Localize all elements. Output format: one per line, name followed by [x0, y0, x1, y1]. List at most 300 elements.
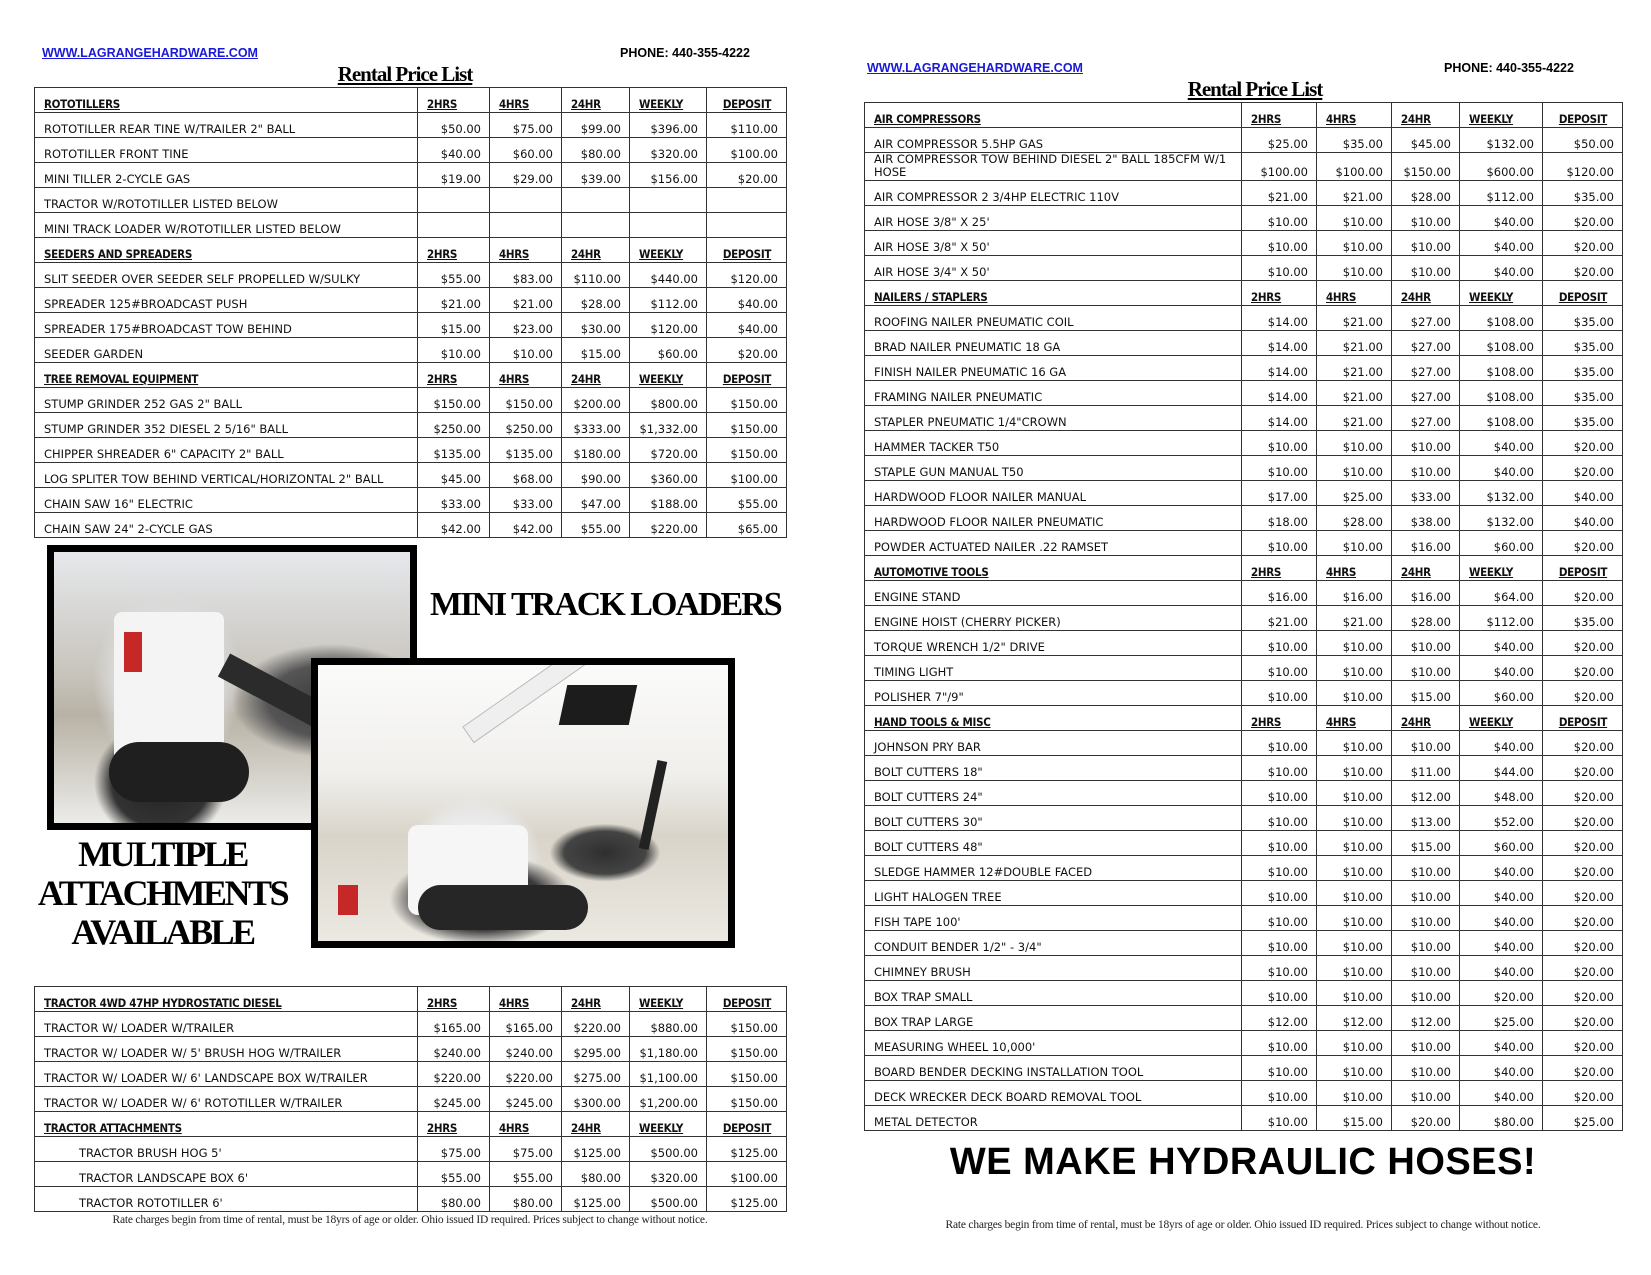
price-4hrs: $150.00: [490, 388, 562, 413]
price-weekly: $112.00: [1460, 181, 1543, 206]
price-weekly: $108.00: [1460, 356, 1543, 381]
price-24hr: $10.00: [1392, 856, 1460, 881]
price-4hrs: $75.00: [490, 113, 562, 138]
price-deposit: $20.00: [1543, 581, 1623, 606]
price-weekly: $40.00: [1460, 906, 1543, 931]
table-row: [865, 906, 1623, 931]
loader-track-shape: [109, 742, 249, 802]
price-4hrs: $10.00: [1317, 231, 1392, 256]
price-deposit: $150.00: [707, 438, 787, 463]
price-deposit: $150.00: [707, 1012, 787, 1037]
price-2hrs: $45.00: [418, 463, 490, 488]
price-2hrs: $42.00: [418, 513, 490, 538]
price-24hr: $10.00: [1392, 656, 1460, 681]
price-weekly: $108.00: [1460, 331, 1543, 356]
column-header-4hrs: 4HRS: [490, 1112, 562, 1137]
price-4hrs: $10.00: [1317, 731, 1392, 756]
page-title-left: Rental Price List: [337, 62, 473, 86]
price-weekly: $188.00: [630, 488, 707, 513]
price-weekly: $112.00: [1460, 606, 1543, 631]
price-2hrs: $10.00: [1242, 456, 1317, 481]
price-weekly: $500.00: [630, 1187, 707, 1212]
column-header-4hrs: 4HRS: [490, 88, 562, 113]
table-row: [35, 138, 787, 163]
price-24hr: $10.00: [1392, 906, 1460, 931]
column-header-4hrs: 4HRS: [1317, 281, 1392, 306]
price-deposit: $20.00: [1543, 681, 1623, 706]
price-24hr: $10.00: [1392, 206, 1460, 231]
price-24hr: $125.00: [562, 1187, 630, 1212]
item-name: HARDWOOD FLOOR NAILER MANUAL: [865, 481, 1242, 506]
price-weekly: $40.00: [1460, 1031, 1543, 1056]
table-row: [35, 338, 787, 363]
price-deposit: $120.00: [707, 263, 787, 288]
price-deposit: $20.00: [1543, 906, 1623, 931]
price-deposit: $35.00: [1543, 406, 1623, 431]
price-2hrs: $10.00: [1242, 656, 1317, 681]
price-deposit: $35.00: [1543, 356, 1623, 381]
price-2hrs: $165.00: [418, 1012, 490, 1037]
price-24hr: $12.00: [1392, 1006, 1460, 1031]
section-title: SEEDERS AND SPREADERS: [35, 238, 418, 263]
price-2hrs: $75.00: [418, 1137, 490, 1162]
price-weekly: $40.00: [1460, 931, 1543, 956]
price-deposit: $20.00: [1543, 531, 1623, 556]
price-24hr: $27.00: [1392, 381, 1460, 406]
column-header-24hr: 24HR: [562, 987, 630, 1012]
price-2hrs: $10.00: [1242, 431, 1317, 456]
item-name: MINI TILLER 2-CYCLE GAS: [35, 163, 418, 188]
table-row: [865, 856, 1623, 881]
price-4hrs: $10.00: [1317, 956, 1392, 981]
item-name: CHAIN SAW 24" 2-CYCLE GAS: [35, 513, 418, 538]
column-header-weekly: WEEKLY: [630, 363, 707, 388]
table-row: [865, 1031, 1623, 1056]
price-2hrs: $14.00: [1242, 381, 1317, 406]
price-weekly: $720.00: [630, 438, 707, 463]
price-24hr: $33.00: [1392, 481, 1460, 506]
price-4hrs: $10.00: [1317, 1031, 1392, 1056]
table-row: [865, 456, 1623, 481]
table-row: [35, 113, 787, 138]
column-header-2hrs: 2HRS: [418, 1112, 490, 1137]
item-name: AIR HOSE 3/8" X 25': [865, 206, 1242, 231]
price-weekly: $132.00: [1460, 128, 1543, 153]
price-2hrs: $14.00: [1242, 306, 1317, 331]
item-name: CONDUIT BENDER 1/2" - 3/4": [865, 931, 1242, 956]
column-header-weekly: WEEKLY: [630, 987, 707, 1012]
table-row: [35, 463, 787, 488]
price-weekly: $25.00: [1460, 1006, 1543, 1031]
price-24hr: $10.00: [1392, 881, 1460, 906]
table-row: [865, 406, 1623, 431]
price-4hrs: $42.00: [490, 513, 562, 538]
item-name: BOARD BENDER DECKING INSTALLATION TOOL: [865, 1056, 1242, 1081]
price-deposit: $55.00: [707, 488, 787, 513]
price-2hrs: $10.00: [1242, 906, 1317, 931]
price-deposit: $40.00: [1543, 506, 1623, 531]
item-name: DECK WRECKER DECK BOARD REMOVAL TOOL: [865, 1081, 1242, 1106]
price-4hrs: $10.00: [1317, 256, 1392, 281]
price-2hrs: $12.00: [1242, 1006, 1317, 1031]
item-name: BOX TRAP SMALL: [865, 981, 1242, 1006]
table-row: [35, 1012, 787, 1037]
price-4hrs: $10.00: [1317, 1056, 1392, 1081]
price-weekly: $132.00: [1460, 506, 1543, 531]
item-name: TRACTOR W/ LOADER W/TRAILER: [35, 1012, 418, 1037]
price-24hr: $20.00: [1392, 1106, 1460, 1131]
price-24hr: $10.00: [1392, 456, 1460, 481]
item-name: FINISH NAILER PNEUMATIC 16 GA: [865, 356, 1242, 381]
column-header-deposit: DEPOSIT: [707, 363, 787, 388]
price-2hrs: $240.00: [418, 1037, 490, 1062]
price-2hrs: $10.00: [1242, 731, 1317, 756]
price-deposit: $20.00: [1543, 206, 1623, 231]
mini-track-loaders-headline: MINI TRACK LOADERS: [430, 586, 781, 623]
column-header-4hrs: 4HRS: [490, 363, 562, 388]
section-header-row: [35, 88, 787, 113]
price-weekly: $396.00: [630, 113, 707, 138]
item-name: AIR HOSE 3/8" X 50': [865, 231, 1242, 256]
column-header-weekly: WEEKLY: [1460, 556, 1543, 581]
price-weekly: $40.00: [1460, 656, 1543, 681]
table-row: [865, 781, 1623, 806]
price-4hrs: $55.00: [490, 1162, 562, 1187]
column-header-24hr: 24HR: [562, 88, 630, 113]
price-4hrs: [490, 188, 562, 213]
price-4hrs: $165.00: [490, 1012, 562, 1037]
price-24hr: $10.00: [1392, 256, 1460, 281]
column-header-4hrs: 4HRS: [490, 238, 562, 263]
price-deposit: $120.00: [1543, 153, 1623, 181]
column-header-4hrs: 4HRS: [490, 987, 562, 1012]
price-4hrs: $10.00: [1317, 631, 1392, 656]
column-header-4hrs: 4HRS: [1317, 556, 1392, 581]
price-4hrs: $15.00: [1317, 1106, 1392, 1131]
section-header-row: [865, 281, 1623, 306]
section-title: HAND TOOLS & MISC: [865, 706, 1242, 731]
table-row: [35, 1137, 787, 1162]
item-name: ENGINE STAND: [865, 581, 1242, 606]
price-weekly: $500.00: [630, 1137, 707, 1162]
item-name: SPREADER 125#BROADCAST PUSH: [35, 288, 418, 313]
price-2hrs: $10.00: [1242, 806, 1317, 831]
price-2hrs: $40.00: [418, 138, 490, 163]
table-row: [35, 1062, 787, 1087]
table-row: [865, 153, 1623, 181]
item-name: SEEDER GARDEN: [35, 338, 418, 363]
price-4hrs: $21.00: [490, 288, 562, 313]
price-weekly: [630, 213, 707, 238]
table-row: [865, 431, 1623, 456]
column-header-4hrs: 4HRS: [1317, 103, 1392, 128]
section-title: TREE REMOVAL EQUIPMENT: [35, 363, 418, 388]
price-table-tools: [864, 102, 1623, 1131]
table-row: [865, 356, 1623, 381]
price-24hr: $12.00: [1392, 781, 1460, 806]
column-header-2hrs: 2HRS: [418, 238, 490, 263]
item-name: HARDWOOD FLOOR NAILER PNEUMATIC: [865, 506, 1242, 531]
table-row: [35, 1162, 787, 1187]
column-header-deposit: DEPOSIT: [707, 88, 787, 113]
price-24hr: $15.00: [562, 338, 630, 363]
price-deposit: $20.00: [1543, 831, 1623, 856]
price-4hrs: $21.00: [1317, 406, 1392, 431]
item-name: TIMING LIGHT: [865, 656, 1242, 681]
price-deposit: $20.00: [1543, 231, 1623, 256]
price-24hr: $10.00: [1392, 1081, 1460, 1106]
price-4hrs: $220.00: [490, 1062, 562, 1087]
column-header-weekly: WEEKLY: [630, 88, 707, 113]
item-name: STUMP GRINDER 352 DIESEL 2 5/16" BALL: [35, 413, 418, 438]
price-2hrs: $21.00: [418, 288, 490, 313]
item-name: LOG SPLITER TOW BEHIND VERTICAL/HORIZONTAL 2" BALL: [35, 463, 418, 488]
item-name: AIR COMPRESSOR 5.5HP GAS: [865, 128, 1242, 153]
price-2hrs: $80.00: [418, 1187, 490, 1212]
price-deposit: $20.00: [1543, 931, 1623, 956]
price-24hr: $180.00: [562, 438, 630, 463]
price-4hrs: $12.00: [1317, 1006, 1392, 1031]
column-header-2hrs: 2HRS: [1242, 103, 1317, 128]
price-2hrs: $17.00: [1242, 481, 1317, 506]
table-row: [865, 1056, 1623, 1081]
table-row: [865, 631, 1623, 656]
price-weekly: $156.00: [630, 163, 707, 188]
price-24hr: $55.00: [562, 513, 630, 538]
price-2hrs: $10.00: [1242, 931, 1317, 956]
column-header-24hr: 24HR: [1392, 281, 1460, 306]
price-weekly: $600.00: [1460, 153, 1543, 181]
price-deposit: $20.00: [1543, 431, 1623, 456]
item-name: ENGINE HOIST (CHERRY PICKER): [865, 606, 1242, 631]
price-24hr: $16.00: [1392, 581, 1460, 606]
price-deposit: $110.00: [707, 113, 787, 138]
website-link-left[interactable]: WWW.LAGRANGEHARDWARE.COM: [42, 46, 258, 60]
table-row: [35, 213, 787, 238]
price-4hrs: $10.00: [1317, 456, 1392, 481]
price-2hrs: $14.00: [1242, 406, 1317, 431]
price-weekly: $64.00: [1460, 581, 1543, 606]
item-name: STAPLE GUN MANUAL T50: [865, 456, 1242, 481]
table-row: [35, 513, 787, 538]
price-weekly: $40.00: [1460, 956, 1543, 981]
price-weekly: $40.00: [1460, 1056, 1543, 1081]
table-row: [865, 231, 1623, 256]
price-weekly: $40.00: [1460, 631, 1543, 656]
table-row: [865, 981, 1623, 1006]
price-weekly: $60.00: [1460, 531, 1543, 556]
price-deposit: [707, 188, 787, 213]
website-link-right[interactable]: WWW.LAGRANGEHARDWARE.COM: [867, 61, 1083, 75]
table-row: [865, 756, 1623, 781]
price-4hrs: $10.00: [1317, 831, 1392, 856]
price-24hr: $90.00: [562, 463, 630, 488]
price-4hrs: $10.00: [1317, 981, 1392, 1006]
price-deposit: $100.00: [707, 138, 787, 163]
price-deposit: $150.00: [707, 1062, 787, 1087]
price-weekly: $40.00: [1460, 731, 1543, 756]
price-deposit: $20.00: [1543, 631, 1623, 656]
price-2hrs: $55.00: [418, 1162, 490, 1187]
price-24hr: $27.00: [1392, 331, 1460, 356]
price-2hrs: $21.00: [1242, 606, 1317, 631]
price-2hrs: $10.00: [1242, 1056, 1317, 1081]
column-header-24hr: 24HR: [1392, 556, 1460, 581]
price-deposit: $20.00: [1543, 256, 1623, 281]
price-weekly: $40.00: [1460, 456, 1543, 481]
table-row: [35, 188, 787, 213]
table-row: [865, 306, 1623, 331]
price-deposit: $20.00: [1543, 856, 1623, 881]
price-2hrs: $10.00: [1242, 881, 1317, 906]
price-deposit: $20.00: [707, 338, 787, 363]
price-24hr: [562, 213, 630, 238]
price-2hrs: $150.00: [418, 388, 490, 413]
price-2hrs: $15.00: [418, 313, 490, 338]
item-name: TRACTOR W/ROTOTILLER LISTED BELOW: [35, 188, 418, 213]
price-weekly: $1,100.00: [630, 1062, 707, 1087]
item-name: BOLT CUTTERS 48": [865, 831, 1242, 856]
item-name: MINI TRACK LOADER W/ROTOTILLER LISTED BELOW: [35, 213, 418, 238]
price-2hrs: $100.00: [1242, 153, 1317, 181]
price-24hr: $10.00: [1392, 931, 1460, 956]
price-weekly: $40.00: [1460, 881, 1543, 906]
table-row: [865, 506, 1623, 531]
price-4hrs: $100.00: [1317, 153, 1392, 181]
item-name: BOLT CUTTERS 24": [865, 781, 1242, 806]
column-header-deposit: DEPOSIT: [1543, 103, 1623, 128]
table-row: [865, 581, 1623, 606]
price-24hr: $30.00: [562, 313, 630, 338]
price-deposit: $100.00: [707, 463, 787, 488]
price-4hrs: $83.00: [490, 263, 562, 288]
price-2hrs: $10.00: [1242, 206, 1317, 231]
mini-track-loaders-bucket-auger-photo: [311, 658, 735, 948]
price-table-outdoor: [34, 87, 787, 538]
price-2hrs: $10.00: [1242, 956, 1317, 981]
price-4hrs: $245.00: [490, 1087, 562, 1112]
item-name: TRACTOR W/ LOADER W/ 6' LANDSCAPE BOX W/TRAILER: [35, 1062, 418, 1087]
price-4hrs: $10.00: [1317, 881, 1392, 906]
price-weekly: $440.00: [630, 263, 707, 288]
price-deposit: $150.00: [707, 388, 787, 413]
column-header-2hrs: 2HRS: [1242, 706, 1317, 731]
price-24hr: $200.00: [562, 388, 630, 413]
column-header-2hrs: 2HRS: [1242, 281, 1317, 306]
price-weekly: $360.00: [630, 463, 707, 488]
price-weekly: $60.00: [630, 338, 707, 363]
column-header-deposit: DEPOSIT: [707, 987, 787, 1012]
price-weekly: $108.00: [1460, 381, 1543, 406]
price-weekly: $80.00: [1460, 1106, 1543, 1131]
price-2hrs: $18.00: [1242, 506, 1317, 531]
table-row: [865, 331, 1623, 356]
price-table-tractor: [34, 986, 787, 1212]
price-2hrs: $10.00: [1242, 231, 1317, 256]
price-4hrs: $28.00: [1317, 506, 1392, 531]
price-24hr: $28.00: [1392, 606, 1460, 631]
section-title: NAILERS / STAPLERS: [865, 281, 1242, 306]
price-4hrs: $10.00: [1317, 931, 1392, 956]
price-2hrs: $10.00: [1242, 1106, 1317, 1131]
column-header-weekly: WEEKLY: [630, 238, 707, 263]
table-row: [865, 831, 1623, 856]
price-4hrs: $35.00: [1317, 128, 1392, 153]
price-2hrs: $10.00: [1242, 1031, 1317, 1056]
price-24hr: $15.00: [1392, 831, 1460, 856]
price-2hrs: $10.00: [1242, 856, 1317, 881]
item-name: HAMMER TACKER T50: [865, 431, 1242, 456]
headline-line-3: AVAILABLE: [71, 912, 254, 952]
price-24hr: $45.00: [1392, 128, 1460, 153]
table-row: [35, 488, 787, 513]
item-name: AIR HOSE 3/4" X 50': [865, 256, 1242, 281]
column-header-deposit: DEPOSIT: [707, 1112, 787, 1137]
price-2hrs: $14.00: [1242, 331, 1317, 356]
price-deposit: $20.00: [1543, 956, 1623, 981]
price-deposit: $20.00: [1543, 756, 1623, 781]
price-2hrs: $10.00: [1242, 531, 1317, 556]
price-weekly: $40.00: [1460, 206, 1543, 231]
price-24hr: $10.00: [1392, 956, 1460, 981]
item-name: TRACTOR ROTOTILLER 6': [35, 1187, 418, 1212]
table-row: [865, 656, 1623, 681]
price-deposit: $35.00: [1543, 181, 1623, 206]
price-deposit: $100.00: [707, 1162, 787, 1187]
price-4hrs: $29.00: [490, 163, 562, 188]
table-row: [35, 163, 787, 188]
table-row: [865, 606, 1623, 631]
price-deposit: $150.00: [707, 1037, 787, 1062]
price-4hrs: $60.00: [490, 138, 562, 163]
column-header-deposit: DEPOSIT: [1543, 706, 1623, 731]
table-row: [865, 128, 1623, 153]
table-row: [865, 731, 1623, 756]
price-deposit: $150.00: [707, 1087, 787, 1112]
item-name: TRACTOR BRUSH HOG 5': [35, 1137, 418, 1162]
price-deposit: $125.00: [707, 1187, 787, 1212]
table-row: [35, 388, 787, 413]
price-weekly: $320.00: [630, 138, 707, 163]
column-header-weekly: WEEKLY: [1460, 281, 1543, 306]
price-24hr: [562, 188, 630, 213]
section-title: TRACTOR 4WD 47HP HYDROSTATIC DIESEL: [35, 987, 418, 1012]
column-header-2hrs: 2HRS: [1242, 556, 1317, 581]
price-deposit: $20.00: [1543, 1056, 1623, 1081]
item-name: AIR COMPRESSOR TOW BEHIND DIESEL 2" BALL 185CFM W/1 HOSE: [865, 153, 1242, 181]
price-2hrs: $135.00: [418, 438, 490, 463]
price-24hr: $333.00: [562, 413, 630, 438]
price-2hrs: $33.00: [418, 488, 490, 513]
item-name: BOLT CUTTERS 18": [865, 756, 1242, 781]
price-deposit: $20.00: [1543, 656, 1623, 681]
price-4hrs: $21.00: [1317, 381, 1392, 406]
price-24hr: $39.00: [562, 163, 630, 188]
price-weekly: $108.00: [1460, 406, 1543, 431]
column-header-24hr: 24HR: [562, 238, 630, 263]
price-4hrs: $10.00: [1317, 681, 1392, 706]
table-row: [35, 313, 787, 338]
price-4hrs: $21.00: [1317, 356, 1392, 381]
section-header-row: [865, 103, 1623, 128]
price-4hrs: $10.00: [1317, 656, 1392, 681]
price-4hrs: $10.00: [1317, 531, 1392, 556]
price-weekly: $44.00: [1460, 756, 1543, 781]
section-header-row: [35, 238, 787, 263]
hydraulic-hoses-banner: WE MAKE HYDRAULIC HOSES!: [949, 1141, 1537, 1183]
price-24hr: $27.00: [1392, 356, 1460, 381]
price-4hrs: $21.00: [1317, 331, 1392, 356]
